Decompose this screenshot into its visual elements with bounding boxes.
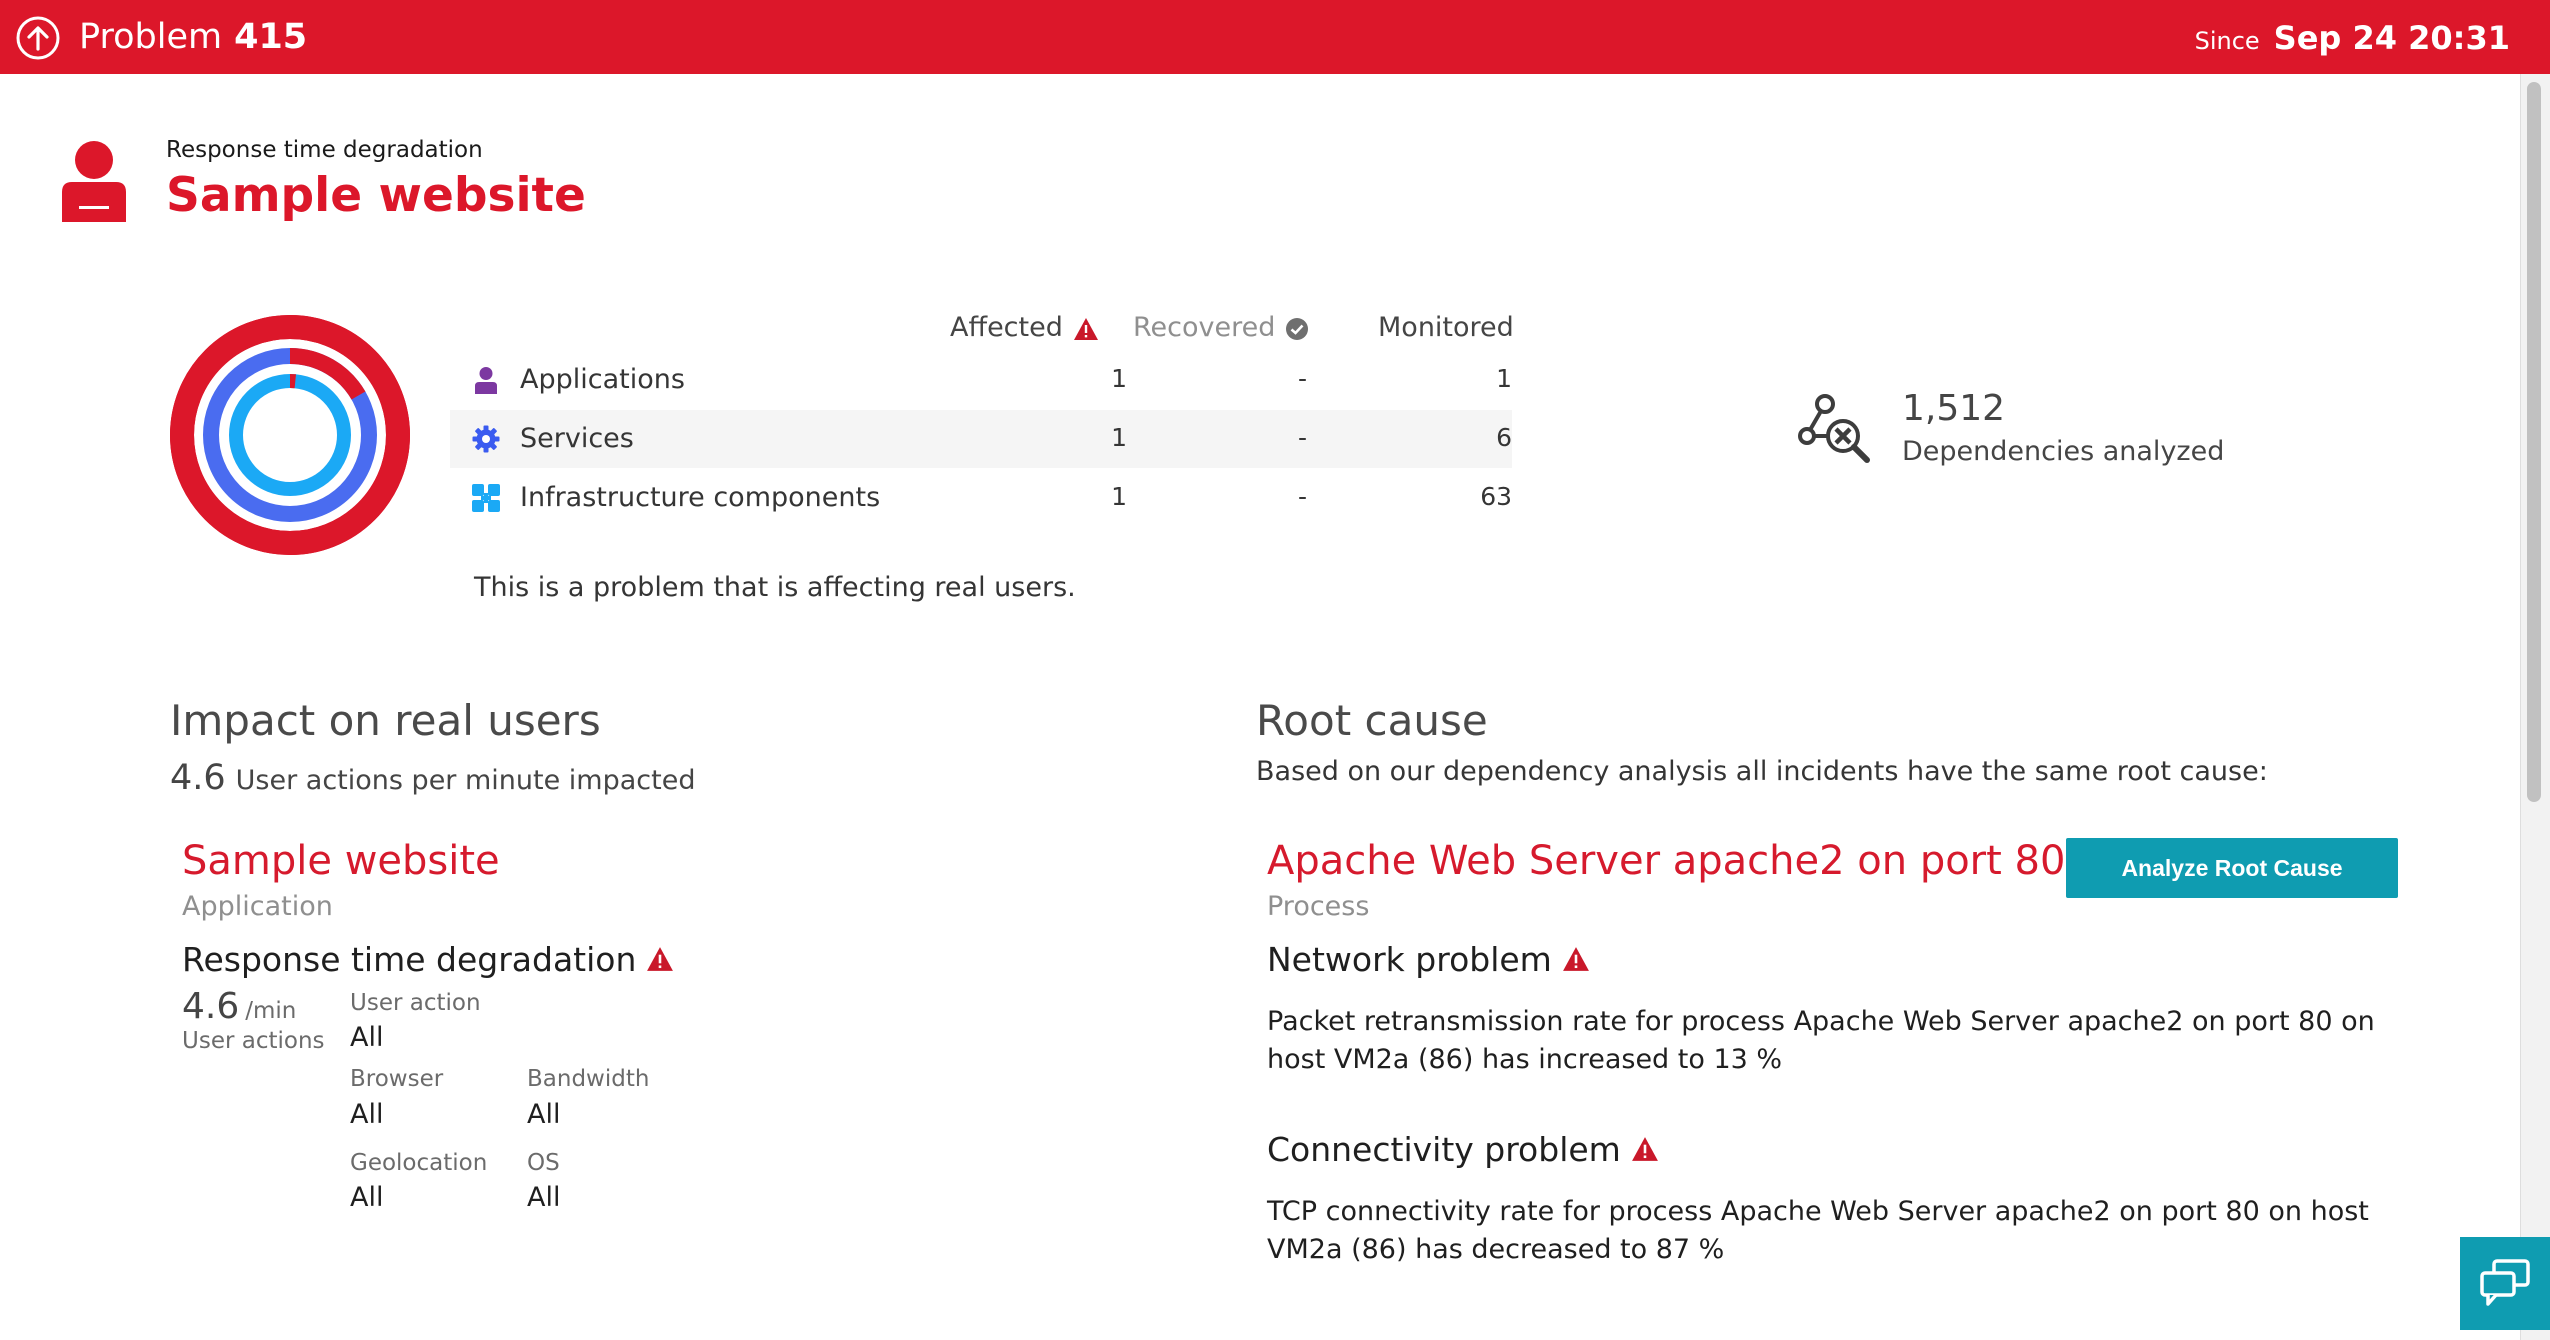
problem-title-label: Problem [79,17,223,57]
user-icon [472,366,500,394]
impact-app-name[interactable]: Sample website [182,838,500,884]
row-name: Applications [520,364,685,395]
connectivity-problem-label: Connectivity problem [1267,1130,1621,1169]
root-cause-heading: Root cause [1256,696,1488,745]
warning-icon [1073,317,1099,341]
filter-geolocation-value: All [350,1182,384,1213]
impact-row-applications[interactable] [450,351,1512,409]
impact-app-type: Application [182,891,333,922]
network-problem-text: Packet retransmission rate for process Apache Web Server apache2 on port 80 on host VM2a (86) has increased to 13 % [1267,1006,2375,1075]
filter-browser-value: All [350,1099,384,1130]
filter-user-action-label: User action [350,990,481,1016]
filter-bandwidth-value: All [527,1099,561,1130]
user-actions-label: User actions [182,1028,325,1054]
problem-subtitle: Response time degradation [166,137,483,163]
row-affected: 1 [1111,364,1127,393]
warning-icon [1562,946,1590,972]
row-recovered: - [1297,423,1307,452]
filter-bandwidth-label: Bandwidth [527,1066,650,1092]
gear-icon [472,425,500,453]
problem-number: 415 [234,17,308,57]
real-users-note: This is a problem that is affecting real users. [474,572,1076,603]
impact-heading: Impact on real users [170,696,601,745]
warning-icon [646,946,674,972]
filter-geolocation-label: Geolocation [350,1150,488,1176]
warning-icon [1631,1136,1659,1162]
root-cause-description: Based on our dependency analysis all incidents have the same root cause: [1256,756,2268,787]
row-name: Infrastructure components [520,482,881,513]
since-timestamp [2195,19,2510,57]
network-problem-label: Network problem [1267,940,1552,979]
row-monitored: 6 [1496,423,1512,452]
impact-rate-value: 4.6 [170,758,226,798]
entity-title[interactable]: Sample website [166,168,586,223]
dependencies-count: 1,512 [1902,388,2006,429]
response-time-problem-label: Response time degradation [182,940,637,979]
filter-os-value: All [527,1182,561,1213]
since-value: Sep 24 20:31 [2273,19,2510,57]
connectivity-problem-text: TCP connectivity rate for process Apache Web Server apache2 on port 80 on host VM2a (86) has decreased to 87 % [1267,1196,2369,1265]
impact-rate-line [170,758,695,798]
row-affected: 1 [1111,423,1127,452]
impact-rate-label: User actions per minute impacted [235,765,696,796]
impact-row-infrastructure[interactable] [450,469,1512,527]
col-affected-label: Affected [950,312,1063,343]
root-cause-process-type: Process [1267,891,1370,922]
user-entity-icon [62,140,126,222]
row-recovered: - [1297,364,1307,393]
row-recovered: - [1297,482,1307,511]
row-name: Services [520,423,634,454]
chat-help-button[interactable] [2460,1237,2550,1330]
row-affected: 1 [1111,482,1127,511]
network-problem-title [1267,940,1590,979]
col-recovered-label: Recovered [1133,312,1276,343]
problem-logo-icon [15,15,61,61]
col-affected-header [950,312,1099,343]
filter-os-label: OS [527,1150,560,1176]
problem-header-bar [0,0,2550,74]
infrastructure-icon [472,484,500,512]
chat-bubbles-icon [2480,1259,2530,1307]
impact-row-services[interactable] [450,410,1512,468]
problem-title [79,17,307,57]
row-monitored: 63 [1480,482,1512,511]
donut-ring-gap-2 [223,368,357,502]
analyze-root-cause-button[interactable]: Analyze Root Cause [2066,838,2398,898]
impact-donut-chart [168,313,412,557]
root-cause-process-name[interactable]: Apache Web Server apache2 on port 80 [1267,838,2066,884]
since-label: Since [2194,27,2260,55]
donut-ring-3 [236,381,344,489]
row-monitored: 1 [1496,364,1512,393]
filter-user-action-value: All [350,1022,384,1053]
col-recovered-header [1133,312,1309,343]
user-actions-rate [182,986,296,1027]
user-actions-rate-unit: /min [245,998,297,1024]
check-circle-icon [1285,317,1309,341]
user-actions-rate-value: 4.6 [182,986,240,1027]
response-time-problem-title [182,940,674,979]
connectivity-problem-title [1267,1130,1659,1169]
dependencies-label: Dependencies analyzed [1902,436,2225,467]
filter-browser-label: Browser [350,1066,444,1092]
scrollbar-thumb[interactable] [2527,82,2541,802]
dependencies-analysis-icon [1795,392,1873,464]
col-monitored-header: Monitored [1378,312,1514,343]
